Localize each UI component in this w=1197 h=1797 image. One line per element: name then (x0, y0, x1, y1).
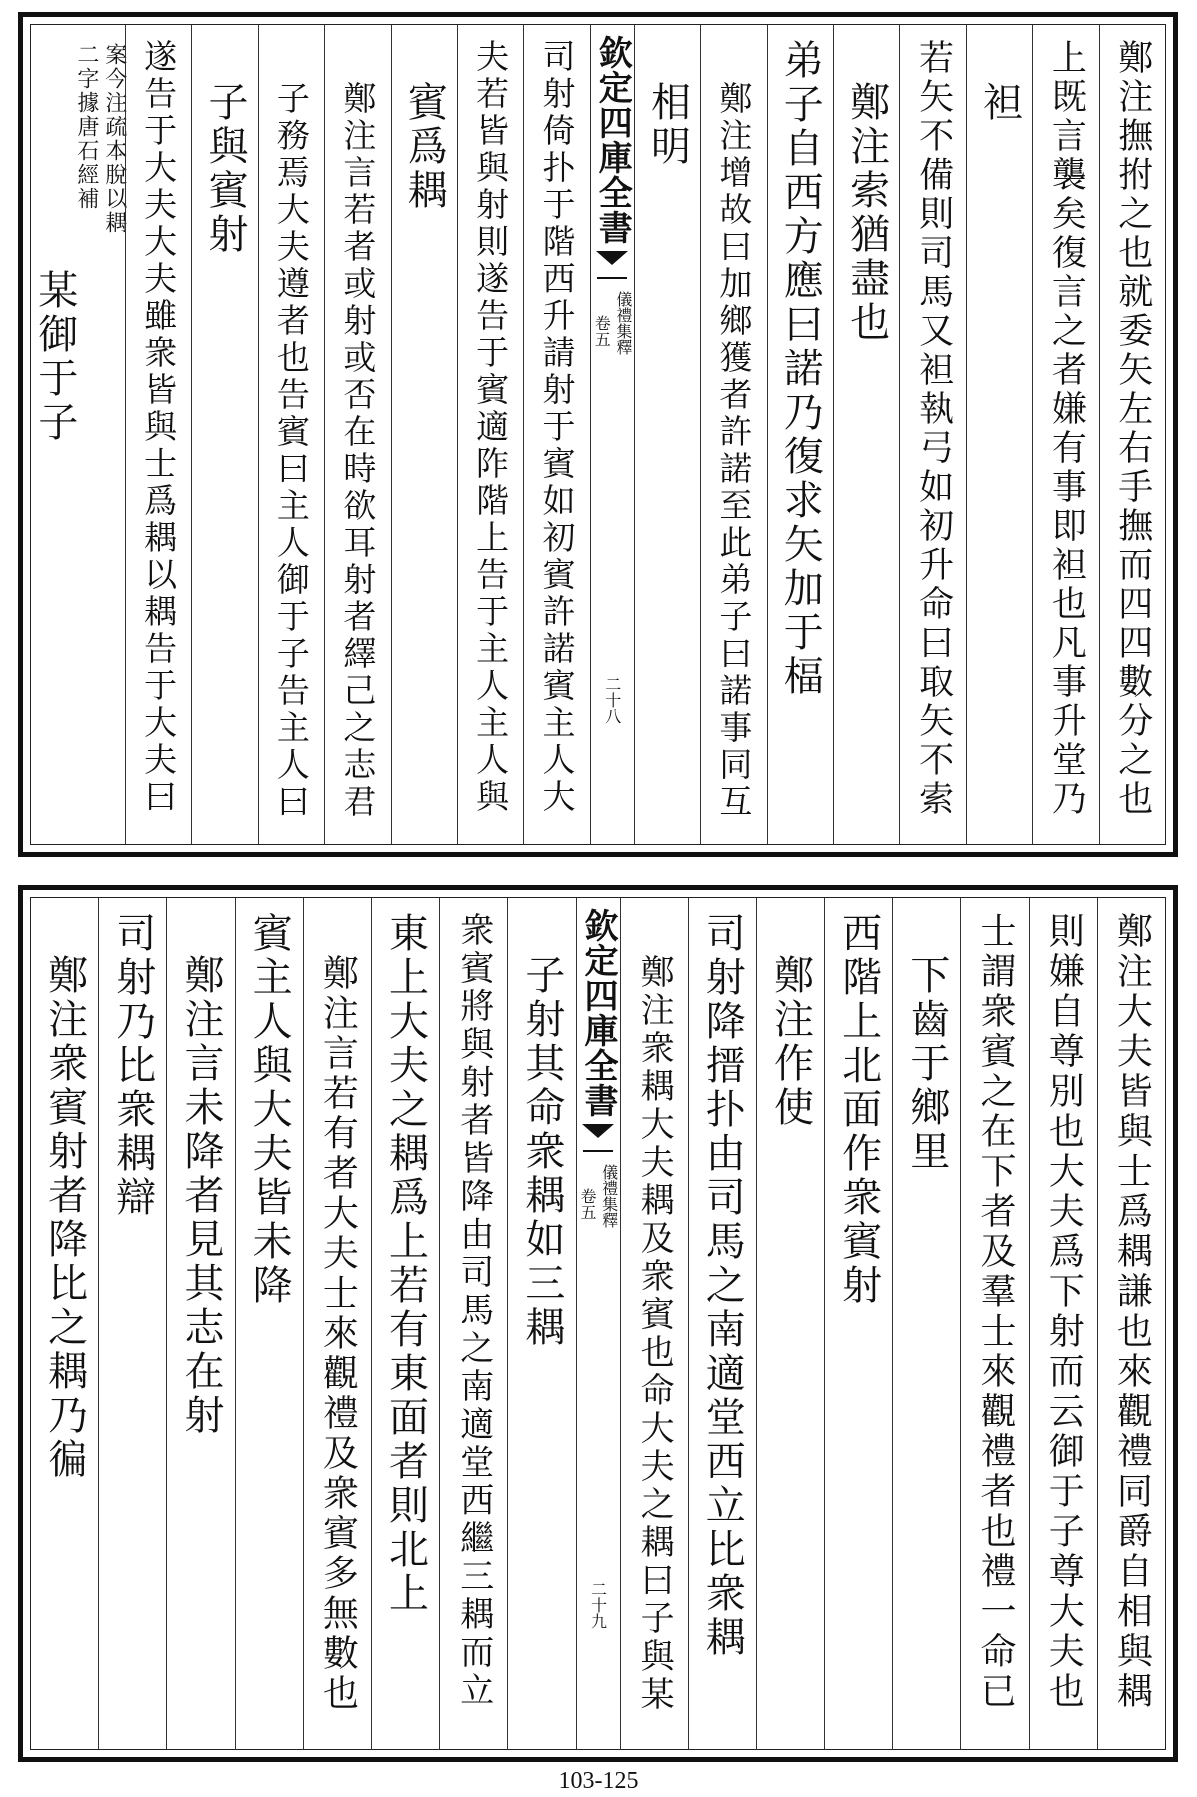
column-text: 士謂衆賓之在下者及羣士來觀禮者也禮一命已 (975, 912, 1017, 1712)
work-title: 儀禮集釋 (613, 291, 633, 355)
book-title: 欽定四庫全書 (592, 35, 633, 245)
text-column (507, 898, 575, 1749)
text-column (1097, 898, 1165, 1749)
column-text: 鄭注言若有者大夫士來觀禮及衆賓多無數也 (317, 954, 359, 1714)
page-number: 二十九 (588, 1581, 608, 1629)
lower-page (18, 885, 1178, 1762)
text-column (892, 898, 960, 1749)
column-text: 賓爲耦 (401, 81, 448, 213)
text-column (391, 25, 457, 844)
volume-label: 卷五 (592, 315, 612, 347)
text-column (1099, 25, 1165, 844)
column-text: 鄭注衆耦大夫耦及衆賓也命大夫之耦曰子與某 (634, 954, 675, 1714)
text-column (767, 25, 833, 844)
text-column (324, 25, 390, 844)
column-text: 夫若皆與射則遂告于賓適阼階上告于主人主人與 (471, 39, 511, 816)
column-text: 衆賓將與射者皆降由司馬之南適堂西繼三耦而立 (453, 912, 494, 1710)
page-footer-number: 103-125 (558, 1768, 639, 1794)
volume-label: 卷五 (578, 1188, 597, 1220)
text-column (824, 898, 892, 1749)
lower-page-columns (30, 897, 1166, 1750)
text-column (1029, 898, 1097, 1749)
gutter-labels (578, 1164, 617, 1228)
column-text: 鄭注索猶盡也 (843, 81, 890, 345)
column-text: 鄭注增故曰加鄉獲者許諾至此弟子曰諾事同互 (714, 81, 754, 821)
text-column (634, 25, 700, 844)
text-column (166, 898, 234, 1749)
column-text: 某御于子 (31, 269, 78, 445)
column-text: 鄭注大夫皆與士爲耦謙也來觀禮同爵自相與耦 (1111, 912, 1153, 1712)
text-column (31, 898, 98, 1749)
fishtail-mark (596, 251, 628, 265)
column-text: 司射降搢扑由司馬之南適堂西立比衆耦 (699, 912, 746, 1660)
note-group (31, 39, 125, 445)
column-text: 子與賓射 (202, 81, 249, 257)
text-column (31, 25, 125, 844)
text-column (457, 25, 523, 844)
gutter-labels (593, 291, 632, 355)
column-text: 東上大夫之耦爲上若有東面者則北上 (382, 912, 429, 1616)
text-column (1032, 25, 1098, 844)
center-gutter (576, 898, 620, 1749)
fishtail-mark (582, 1124, 614, 1138)
text-column (688, 898, 756, 1749)
column-text: 則嫌自尊別也大夫爲下射而云御于子尊大夫也 (1043, 912, 1085, 1712)
column-text: 司射倚扑于階西升請射于賓如初賓許諾賓主人大 (537, 39, 577, 816)
column-text: 鄭注言未降者見其志在射 (177, 954, 224, 1438)
text-column (756, 898, 824, 1749)
column-text: 子務焉大夫遵者也告賓曰主人御于子告主人曰 (271, 81, 311, 821)
upper-page (18, 12, 1178, 857)
text-column (258, 25, 324, 844)
column-text: 上既言襲矣復言之者嫌有事即袒也凡事升堂乃 (1046, 39, 1087, 819)
text-column (439, 898, 507, 1749)
book-title: 欽定四庫全書 (578, 908, 618, 1118)
text-column (371, 898, 439, 1749)
column-text: 鄭注作使 (767, 954, 814, 1130)
fishtail-line (597, 267, 627, 279)
editorial-note (75, 43, 125, 235)
column-text: 若矢不備則司馬又袒執弓如初升命曰取矢不索 (913, 39, 954, 819)
center-gutter (590, 25, 634, 844)
text-column (235, 898, 303, 1749)
column-text: 司射乃比衆耦辯 (109, 912, 156, 1220)
column-text: 鄭注衆賓射者降比之耦乃徧 (41, 954, 88, 1482)
column-text: 弟子自西方應曰諾乃復求矢加于楅 (777, 39, 824, 699)
text-column (899, 25, 965, 844)
text-column (960, 898, 1028, 1749)
upper-page-columns (30, 24, 1166, 845)
column-text: 賓主人與大夫皆未降 (246, 912, 293, 1308)
text-column (620, 898, 688, 1749)
column-text: 袒 (976, 81, 1023, 125)
text-column (966, 25, 1032, 844)
fishtail-line (583, 1140, 613, 1152)
text-column (833, 25, 899, 844)
column-text: 相明 (644, 81, 691, 169)
text-column (191, 25, 257, 844)
work-title: 儀禮集釋 (599, 1164, 619, 1228)
column-text: 下齒于鄉里 (903, 954, 950, 1174)
text-column (523, 25, 589, 844)
note-line: 二字據唐石經補 (73, 43, 99, 211)
note-line: 案今注疏本脫以耦 (101, 43, 127, 235)
column-text: 鄭注言若者或射或否在時欲耳射者繹己之志君 (338, 81, 378, 821)
text-column (125, 25, 191, 844)
column-text: 子射其命衆耦如三耦 (518, 954, 565, 1350)
text-column (700, 25, 766, 844)
page-number: 二十八 (602, 676, 622, 724)
column-text: 鄭注撫拊之也就委矢左右手撫而四四數分之也 (1112, 39, 1153, 819)
column-text: 遂告于大夫大夫雖衆皆與士爲耦以耦告于大夫曰 (139, 39, 179, 816)
text-column (98, 898, 166, 1749)
text-column (303, 898, 371, 1749)
column-text: 西階上北面作衆賓射 (835, 912, 882, 1308)
